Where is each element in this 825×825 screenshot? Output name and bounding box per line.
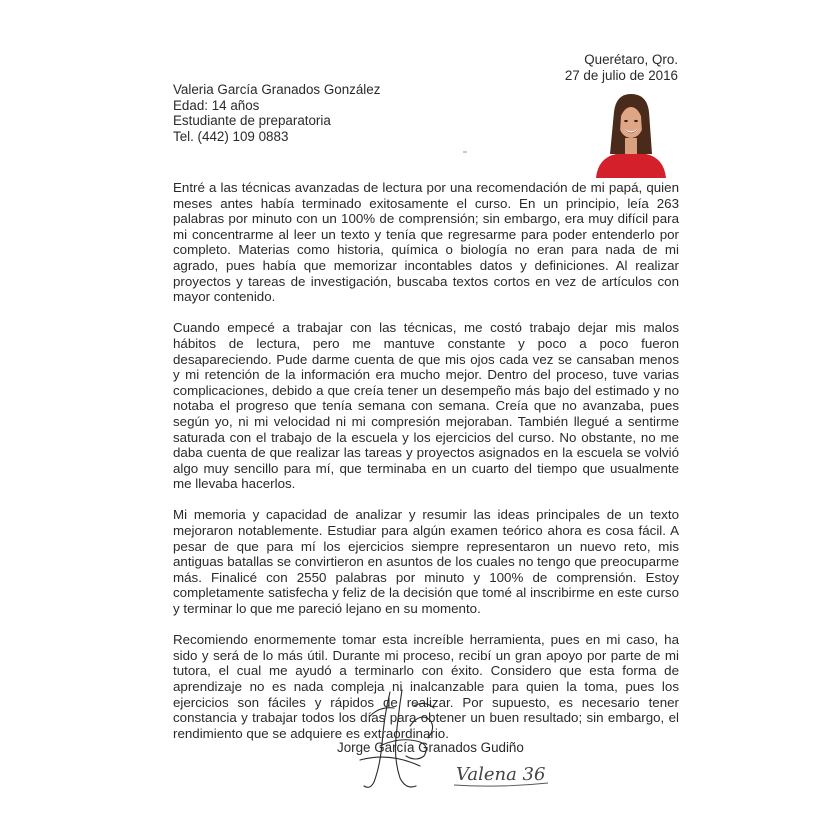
place: Querétaro, Qro. [584,52,678,67]
place-date-block [565,52,678,83]
paragraph: Cuando empecé a trabajar con las técnicas, me costó trabajo dejar mis malos hábitos de lectura, pero me mantuve constante y poco a poco fueron desapareciendo. Pude darme cuenta de que mis ojos cada vez se cansaban menos y mi retención de la información era mucho mejor. Dentro del proceso, tuve varias complicaciones, debido a que creía tener un desempeño más bajo del estimado y no notaba el progreso que tenía semana con semana. Creía que no avanzaba, pues según yo, ni mi velocidad ni mi compresión mejoraban. También llegué a sentirme saturada con el trabajo de la escuela y los ejercicios del curso. No obstante, no me daba cuenta de que realizar las tareas y proyectos asignados en la escuela se volvió algo muy sencillo para mí, que terminaba en un cuarto del tiempo que usualmente me llevaba hacerlos. [173,320,679,492]
sender-role: Estudiante de preparatoria [173,113,331,128]
letter-body [173,180,679,757]
sender-block [173,82,380,144]
student-photo [592,92,670,178]
handwritten-note [450,756,554,790]
date: 27 de julio de 2016 [564,67,678,83]
scan-artifact [463,151,467,153]
sender-name: Valeria García Granados González [173,82,381,97]
handwritten-note-text: Valena 36 [456,764,546,785]
signer-name: Jorge García Granados Gudiño [337,740,524,755]
paragraph: Recomiendo enormemente tomar esta increíble herramienta, pues en mi caso, ha sido y será de lo más útil. Durante mi proceso, recibí un gran apoyo por parte de mi tutora, el cual me ayudó a terminarlo con éxito. Considero que esta forma de aprendizaje no es nada compleja ni inalcanzable para quien la toma, pues los ejercicios son fáciles y rápidos de realizar. Por supuesto, es necesario tener constancia y trabajar todos los días para obtener un buen resultado; sin embargo, el rendimiento que se adquiere es extraordinario. [173,632,679,741]
sender-phone: Tel. (442) 109 0883 [173,128,289,144]
paragraph: Entré a las técnicas avanzadas de lectura por una recomendación de mi papá, quien meses antes había terminado exitosamente el curso. En un principio, leía 263 palabras por minuto con un 100% de comprensión; sin embargo, era muy difícil para mi concentrarme al leer un texto y tenía que regresarme para poder entenderlo por completo. Materias como historia, química o biología no eran para nada de mi agrado, pues había que memorizar incontables datos y definiciones. Al realizar proyectos y tareas de investigación, buscaba textos cortos en vez de artículos con mayor contenido. [173,180,679,305]
paragraph: Mi memoria y capacidad de analizar y resumir las ideas principales de un texto mejoraron notablemente. Estudiar para algún examen teórico ahora es cosa fácil. A pesar de que para mí los ejercicios siempre representaron un nuevo reto, mis antiguas batallas se convirtieron en asuntos de los cuales no tengo que preocuparme más. Finalicé con 2550 palabras por minuto y 100% de comprensión. Estoy completamente satisfecha y feliz de la decisión que tomé al inscribirme en este curso y terminar lo que me pareció lejano en su momento. [173,507,679,617]
portrait-image [592,92,670,178]
sender-age: Edad: 14 años [173,97,260,113]
